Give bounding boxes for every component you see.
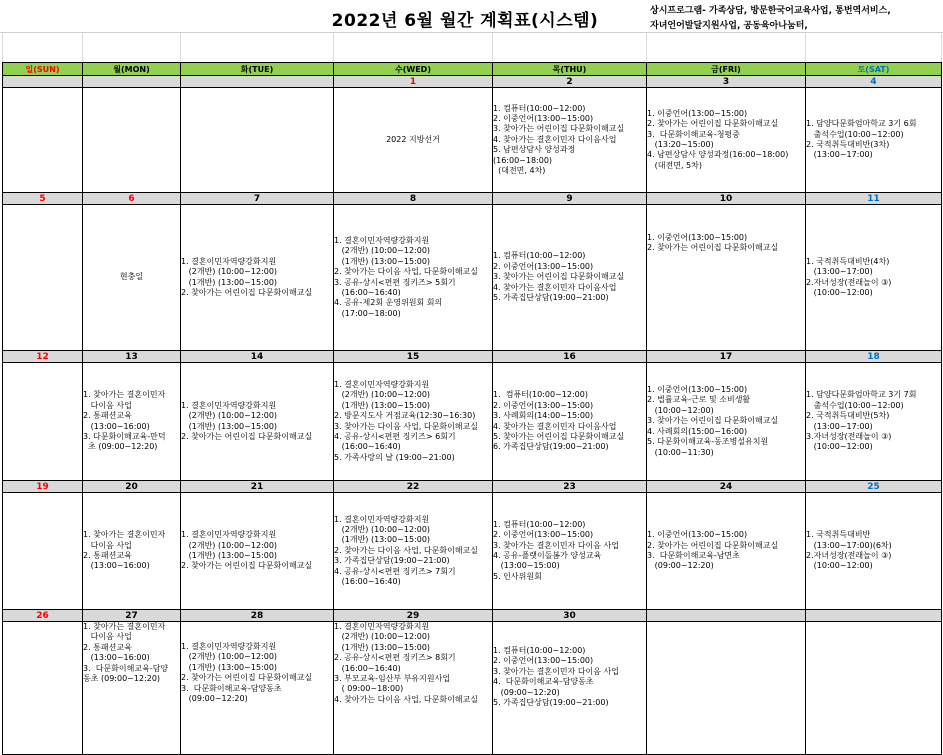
schedule-cell[interactable] xyxy=(3,363,83,481)
date-cell[interactable] xyxy=(647,610,806,622)
schedule-row xyxy=(3,493,942,610)
schedule-cell[interactable] xyxy=(3,493,83,610)
date-cell[interactable]: 11 xyxy=(806,193,942,205)
schedule-cell[interactable]: 1. 담양다문화엄마학교 3기 6회 출석수업(10:00~12:00) 2. 국적취득대비반(3차) (13:00~17:00) xyxy=(806,88,942,193)
schedule-row xyxy=(3,363,942,481)
weekday-header-row xyxy=(3,63,942,76)
date-cell[interactable]: 3 xyxy=(647,76,806,88)
date-row xyxy=(3,481,942,493)
empty-grid-row xyxy=(0,32,943,63)
schedule-cell[interactable]: 1. 결혼이민자역량강화지원 (2개반) (10:00~12:00) (1개반) (13:00~15:00) 2. 찾아가는 어린이집 다문화이해교실 xyxy=(181,493,334,610)
date-row xyxy=(3,193,942,205)
schedule-cell[interactable]: 2022 지방선거 xyxy=(334,88,493,193)
schedule-cell[interactable]: 1. 국적취득대비반(4차) (13:00~17:00) 2.자녀성장(전래놀이 ③) (10:00~12:00) xyxy=(806,205,942,351)
schedule-cell[interactable]: 1. 컴퓨터(10:00~12:00) 2. 이중언어(13:00~15:00) 3. 찾아가는 어린이집 다문화이해교실 4. 찾아가는 결혼이민자 다이음사업 5. 남편상담사 양성과정 (16:00~18:00) (대전면, 4차) xyxy=(493,88,647,193)
program-note-line: 상시프로그램- 가족상담, 방문한국어교육사업, 통번역서비스, xyxy=(650,6,891,16)
date-cell[interactable] xyxy=(83,76,181,88)
schedule-row xyxy=(3,205,942,351)
date-cell[interactable]: 9 xyxy=(493,193,647,205)
date-cell[interactable]: 12 xyxy=(3,351,83,363)
program-note xyxy=(650,4,940,34)
schedule-cell[interactable]: 1. 이중언어(13:00~15:00) 2. 찾아가는 어린이집 다문화이해교실 3. 다문화이해교육-청평중 (13:20~15:00) 4. 남편상담사 양성과정(16:00~18:00) (대전면, 5차) xyxy=(647,88,806,193)
schedule-cell[interactable] xyxy=(3,205,83,351)
weekday-header: 토(SAT) xyxy=(806,63,942,76)
date-cell[interactable]: 6 xyxy=(83,193,181,205)
date-cell[interactable]: 23 xyxy=(493,481,647,493)
schedule-cell[interactable] xyxy=(3,622,83,755)
date-cell[interactable]: 10 xyxy=(647,193,806,205)
schedule-cell[interactable] xyxy=(647,622,806,755)
weekday-header: 금(FRI) xyxy=(647,63,806,76)
date-cell[interactable]: 19 xyxy=(3,481,83,493)
weekday-header: 목(THU) xyxy=(493,63,647,76)
schedule-cell[interactable]: 1. 이중언어(13:00~15:00) 2. 법률교육-근로 및 소비생활 (10:00~12:00) 3. 찾아가는 어린이집 다문화이해교실 4. 사례회의(15:00~16:00) 5. 다문화이해교육-동조병설유치원 (10:00~11:30) xyxy=(647,363,806,481)
date-cell[interactable]: 17 xyxy=(647,351,806,363)
date-row xyxy=(3,76,942,88)
schedule-cell[interactable]: 1. 컴퓨터(10:00~12:00) 2. 이중언어(13:00~15:00) 3. 찾아가는 결혼이민자 다이음 사업 4. 다문화이해교육-담양동초 (09:00~12:20) 5. 가족집단상담(19:00~21:00) xyxy=(493,622,647,755)
date-cell[interactable]: 15 xyxy=(334,351,493,363)
schedule-cell[interactable]: 1. 담양다문화엄마학교 3기 7회 출석수업(10:00~12:00) 2. 국적취득대비반(5차) (13:00~17:00) 3.자녀성장(전래놀이 ③) (10:00~12:00) xyxy=(806,363,942,481)
date-cell[interactable]: 14 xyxy=(181,351,334,363)
date-cell[interactable]: 22 xyxy=(334,481,493,493)
schedule-cell[interactable]: 1. 찾아가는 결혼이민자 다이음 사업 2. 통패션교육 (13:00~16:00) xyxy=(83,493,181,610)
schedule-cell[interactable]: 1. 컴퓨터(10:00~12:00) 2. 이중언어(13:00~15:00) 3. 찾아가는 결혼이민자 다이음 사업 4. 공유-플랫이돌봄가 양성교육 (13:00~15:00) 5. 인사위원회 xyxy=(493,493,647,610)
date-cell[interactable]: 25 xyxy=(806,481,942,493)
weekday-header: 일(SUN) xyxy=(3,63,83,76)
schedule-cell[interactable]: 1. 이중언어(13:00~15:00) 2. 찾아가는 어린이집 다문화이해교실 3. 다문화이해교육-남면초 (09:00~12:20) xyxy=(647,493,806,610)
schedule-cell[interactable]: 1. 컴퓨터(10:00~12:00) 2. 이중언어(13:00~15:00) 3. 찾아가는 어린이집 다문화이해교실 4. 찾아가는 결혼이민자 다이음사업 5. 가족집단상담(19:00~21:00) xyxy=(493,205,647,351)
date-cell[interactable]: 18 xyxy=(806,351,942,363)
schedule-cell[interactable]: 1. 결혼이민자역량강화지원 (2개반) (10:00~12:00) (1개반) (13:00~15:00) 2. 공유-상시<편편 징키즈> 8회기 (16:00~16:40) 3. 부모교육-임산부 부유지원사업 ( 09:00~18:00) 4. 찾아가는 다이음 사업, 다문화이해교실 xyxy=(334,622,493,755)
schedule-row xyxy=(3,88,942,193)
date-cell[interactable]: 26 xyxy=(3,610,83,622)
weekday-header: 화(TUE) xyxy=(181,63,334,76)
date-cell[interactable]: 20 xyxy=(83,481,181,493)
date-cell[interactable] xyxy=(181,76,334,88)
schedule-cell[interactable]: 1. 결혼이민자역량강화지원 (2개반) (10:00~12:00) (1개반) (13:00~15:00) 2. 찾아가는 다이음 사업, 다문화이해교실 3. 공유-상시<편편 징키즈> 5회기 (16:00~16:40) 4. 공유-제2회 운영위원회 회의 (17:00~18:00) xyxy=(334,205,493,351)
schedule-cell[interactable]: 1. 찾아가는 결혼이민자 다이음 사업 2. 통패션교육 (13:00~16:00) 3. 다문화이해교육-담양 동초 (09:00~12:20) xyxy=(83,622,181,755)
schedule-cell[interactable] xyxy=(83,88,181,193)
program-note-line: 자녀언어발달지원사업, 공동육아나눔터, xyxy=(650,21,808,31)
date-cell[interactable]: 24 xyxy=(647,481,806,493)
schedule-cell[interactable] xyxy=(3,88,83,193)
schedule-cell[interactable]: 1. 찾아가는 결혼이민자 다이음 사업 2. 통패션교육 (13:00~16:00) 3. 다문화이해교육-만덕 초 (09:00~12:20) xyxy=(83,363,181,481)
date-cell[interactable]: 2 xyxy=(493,76,647,88)
date-cell[interactable]: 30 xyxy=(493,610,647,622)
schedule-cell[interactable]: 1. 이중언어(13:00~15:00) 2. 찾아가는 어린이집 다문화이해교실 xyxy=(647,205,806,351)
date-cell[interactable]: 13 xyxy=(83,351,181,363)
date-cell[interactable]: 27 xyxy=(83,610,181,622)
schedule-row xyxy=(3,622,942,755)
schedule-cell[interactable] xyxy=(806,622,942,755)
schedule-cell[interactable]: 1. 컴퓨터(10:00~12:00) 2. 이중언어(13:00~15:00) 3. 사례회의(14:00~15:00) 4. 찾아가는 결혼이민자 다이음사업 5. 찾아가는 어린이집 다문화이해교실 6. 가족집단상담(19:00~21:00) xyxy=(493,363,647,481)
date-row xyxy=(3,351,942,363)
calendar-table xyxy=(2,62,942,755)
date-cell[interactable]: 4 xyxy=(806,76,942,88)
date-cell[interactable]: 16 xyxy=(493,351,647,363)
schedule-cell[interactable]: 1. 결혼이민자역량강화지원 (2개반) (10:00~12:00) (1개반) (13:00~15:00) 2. 찾아가는 어린이집 다문화이해교실 xyxy=(181,363,334,481)
page-title: 2022년 6월 월간 계획표(시스템) xyxy=(331,11,599,31)
date-cell[interactable]: 1 xyxy=(334,76,493,88)
date-cell[interactable] xyxy=(806,610,942,622)
date-row xyxy=(3,610,942,622)
schedule-cell[interactable]: 현충일 xyxy=(83,205,181,351)
date-cell[interactable]: 21 xyxy=(181,481,334,493)
date-cell[interactable] xyxy=(3,76,83,88)
schedule-cell[interactable]: 1. 결혼이민자역량강화지원 (2개반) (10:00~12:00) (1개반) (13:00~15:00) 2. 찾아가는 어린이집 다문화이해교실 xyxy=(181,205,334,351)
schedule-cell[interactable]: 1. 결혼이민자역량강화지원 (2개반) (10:00~12:00) (1개반) (13:00~15:00) 2. 찾아가는 어린이집 다문화이해교실 3. 다문화이해교육-담양동초 (09:00~12:20) xyxy=(181,622,334,755)
date-cell[interactable]: 5 xyxy=(3,193,83,205)
schedule-cell[interactable] xyxy=(181,88,334,193)
schedule-cell[interactable]: 1. 결혼이민자역량강화지원 (2개반) (10:00~12:00) (1개반) (13:00~15:00) 2. 방문지도사 거점교육(12:30~16:30) 3. 찾아가는 다이음 사업, 다문화이해교실 4. 공유-상시<편편 징키즈> 6회기 (16:00~16:40) 5. 가족사랑의 날 (19:00~21:00) xyxy=(334,363,493,481)
schedule-cell[interactable]: 1. 결혼이민자역량강화지원 (2개반) (10:00~12:00) (1개반) (13:00~15:00) 2. 찾아가는 다이음 사업, 다문화이해교실 3. 가족집단상담(19:00~21:00) 4. 공유-상시<편편 징키즈> 7회기 (16:00~16:40) xyxy=(334,493,493,610)
date-cell[interactable]: 28 xyxy=(181,610,334,622)
date-cell[interactable]: 7 xyxy=(181,193,334,205)
schedule-cell[interactable]: 1. 국적취득대비반 (13:00~17:00)(6차) 2.자녀성장(전래놀이 ③) (10:00~12:00) xyxy=(806,493,942,610)
weekday-header: 월(MON) xyxy=(83,63,181,76)
date-cell[interactable]: 8 xyxy=(334,193,493,205)
weekday-header: 수(WED) xyxy=(334,63,493,76)
date-cell[interactable]: 29 xyxy=(334,610,493,622)
